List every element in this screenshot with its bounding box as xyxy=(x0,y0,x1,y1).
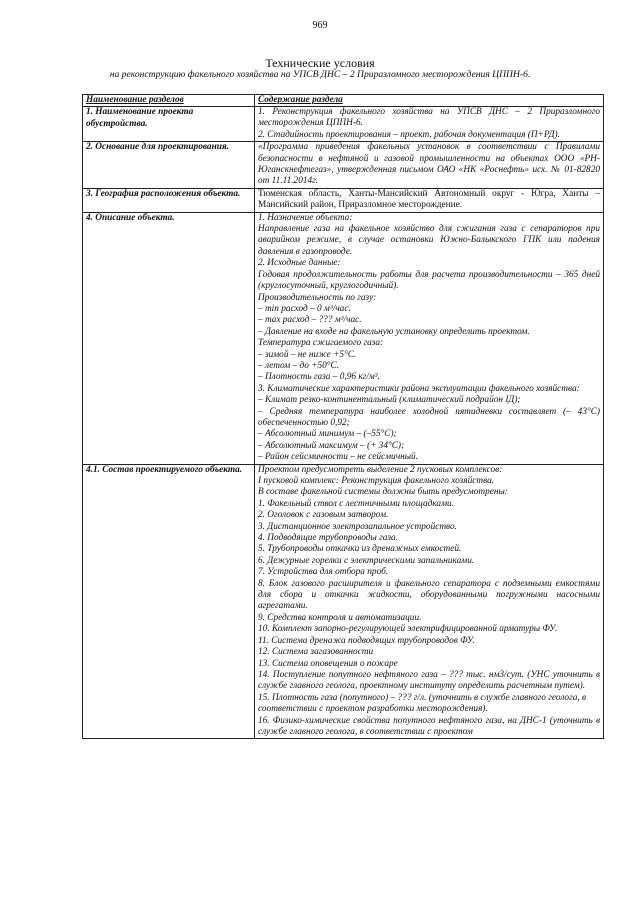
content-line: 2. Исходные данные: xyxy=(258,258,341,269)
content-line: 3. Дистанционное электрозапальное устройство. xyxy=(258,521,457,532)
content-line: – Давление на входе на факельную установку определить проектом. xyxy=(258,326,530,337)
document-title: Технические условия xyxy=(265,56,375,70)
section-name: 4. Описание объекта. xyxy=(83,212,255,464)
specification-table xyxy=(82,94,604,739)
content-line: 7. Устройства для отбора проб. xyxy=(258,567,389,578)
content-line: Годовая продолжительность работы для расчета производительности – 365 дней (круглосуточный, круглогодичный). xyxy=(258,269,600,292)
content-line: – Климат резко-континентальный (климатический подрайон IД); xyxy=(258,395,521,406)
section-name: 3. География расположения объекта. xyxy=(83,188,255,212)
content-line: 1. Назначение объекта: xyxy=(258,212,353,223)
header-section-names: Наименование разделов xyxy=(83,95,255,107)
content-line: – Средняя температура наиболее холодной пятидневки составляет (– 43°С) обеспеченностью 0,92; xyxy=(258,406,600,428)
table-row xyxy=(83,464,604,739)
content-line: 10. Комплект запорно-регулирующей электрифицированной арматуры ФУ. xyxy=(258,624,558,635)
section-content xyxy=(255,107,604,142)
content-line: 1. Факельный ствол с лестничными площадками. xyxy=(258,498,454,509)
content-line: 14. Поступление попутного нефтяного газа – ??? тыс. нм3/сут. (УНС уточнить в службе главного геолога, проектному институту определить расчетным путем). xyxy=(258,669,600,692)
content-line: – Плотность газа – 0,96 кг/м³. xyxy=(258,372,380,383)
content-line: I пусковой комплекс: Реконструкция факельного хозяйства. xyxy=(258,476,495,486)
content-line: 13. Система оповещения о пожаре xyxy=(258,658,398,669)
table-header-row xyxy=(83,95,604,107)
page-number: 969 xyxy=(312,20,328,31)
content-line: – Абсолютный максимум – (+ 34°С); xyxy=(258,440,405,451)
table-row xyxy=(83,188,604,212)
section-name: 4.1. Состав проектируемого объекта. xyxy=(83,464,255,739)
section-content xyxy=(255,212,604,464)
section-name: 2. Основание для проектирования. xyxy=(83,142,255,189)
content-line: 5. Трубопроводы откачки из дренажных емкостей. xyxy=(258,544,462,555)
content-line: – зимой – не ниже +5°С. xyxy=(258,349,357,360)
document-subtitle: на реконструкцию факельного хозяйства на УПСВ ДНС – 2 Приразломного месторождения ЦППН-6. xyxy=(109,69,531,80)
content-line: Температура сжигаемого газа: xyxy=(258,338,384,349)
content-line: 12. Система загазованности xyxy=(258,647,374,658)
content-line: Производительность по газу: xyxy=(258,292,377,303)
section-name: 1. Наименование проекта обустройства. xyxy=(83,107,255,142)
content-line: Направление газа на факельное хозяйство для сжигания газа с сепараторов при аварийном режиме, в случае остановки Южно-Балыкского ГПК или падения давления в газопроводе. xyxy=(258,224,600,257)
table-row xyxy=(83,107,604,142)
section-content xyxy=(255,464,604,739)
header-section-content: Содержание раздела xyxy=(255,95,604,107)
content-line: 3. Климатические характеристики района эксплуатации факельного хозяйства: xyxy=(258,383,580,394)
content-line: 6. Дежурные горелки с электрическими запальниками. xyxy=(258,555,475,566)
content-line: 8. Блок газового расширителя и факельного сепаратора с подземными емкостями для сбора и откачки жидкости, оборудованными погружными насосными агрегатами. xyxy=(258,578,600,612)
content-line: Тюменская область, Ханты-Мансийский Автономный округ - Югра, Ханты – Мансийский район, Приразломное месторождение. xyxy=(258,188,600,211)
content-line: – Абсолютный минимум – (–55°С); xyxy=(258,429,397,440)
content-line: 2. Стадийность проектирования – проект, рабочая документация (П+РД). xyxy=(258,129,560,140)
content-line: 11. Система дренажа подводящих трубопроводов ФУ. xyxy=(258,635,475,646)
content-line: 1. Реконструкция факельного хозяйства на УПСВ ДНС – 2 Приразломного месторождения ЦППН-6. xyxy=(258,107,600,129)
content-line: В составе факельной системы должны быть предусмотрены: xyxy=(258,487,508,498)
content-line: – min расход – 0 м³/час. xyxy=(258,303,351,314)
content-line: – Район сейсмичности – не сейсмичный. xyxy=(258,452,419,463)
content-line: «Программа приведения факельных установок в соответствии с Правилами безопасности в нефтяной и газовой промышленности на объектах ООО «РН-Юганскнефтегаз», утвержденная письмом ОАО «НК «Роснефть» исх. № 01-82820 от 11.11.2014г. xyxy=(258,142,600,187)
table-row xyxy=(83,142,604,189)
section-content xyxy=(255,188,604,212)
content-line: 16. Физико-химические свойства попутного нефтяного газа, на ДНС-1 (уточнить в службе главного геолога, в соответствии с проектом xyxy=(258,715,600,737)
content-line: 9. Средства контроля и автоматизации. xyxy=(258,612,422,623)
section-content xyxy=(255,142,604,189)
content-line: – max расход – ??? м³/час. xyxy=(258,315,362,326)
table-row xyxy=(83,212,604,464)
content-line: 4. Подводящие трубопроводы газа. xyxy=(258,533,398,544)
content-line: 15. Плотность газа (попутного) – ??? г/л. (уточнить в службе главного геолога, в соответствии с проектом разработки месторождения). xyxy=(258,692,587,715)
content-line: Проектом предусмотреть выделение 2 пусковых комплексов: xyxy=(258,464,503,475)
content-line: 2. Оголовок с газовым затвором. xyxy=(258,510,389,521)
content-line: – летом – до +50°С. xyxy=(258,360,339,371)
